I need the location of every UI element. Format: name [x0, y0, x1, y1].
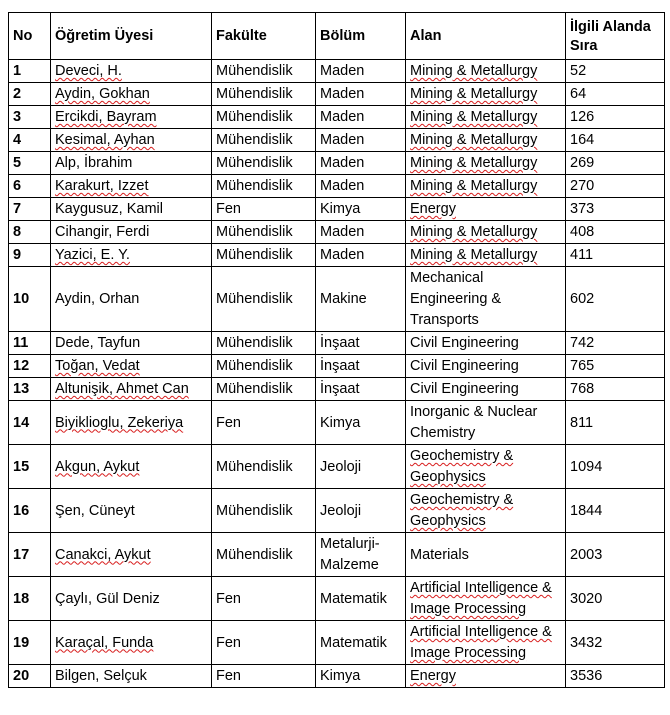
cell-name: [51, 621, 212, 665]
table-row: [9, 83, 665, 106]
cell-name: [51, 665, 212, 688]
cell-department: Maden: [316, 129, 406, 152]
cell-name: [51, 533, 212, 577]
cell-field: [406, 106, 566, 129]
cell-no: 10: [9, 267, 51, 332]
cell-field: [406, 244, 566, 267]
cell-name-text: Karaçal, Funda: [55, 634, 154, 651]
table-row: [9, 198, 665, 221]
cell-rank: 742: [566, 332, 665, 355]
table-row: [9, 533, 665, 577]
cell-no: 1: [9, 60, 51, 83]
cell-name-text: Deveci, H.: [55, 63, 122, 79]
cell-no: 3: [9, 106, 51, 129]
cell-field-text: Civil Engineering: [410, 381, 519, 397]
header-row: [9, 13, 665, 60]
cell-faculty: Mühendislik: [212, 106, 316, 129]
cell-no: 16: [9, 489, 51, 533]
cell-department: Maden: [316, 106, 406, 129]
cell-department: Makine: [316, 267, 406, 332]
cell-name: [51, 106, 212, 129]
table-row: [9, 60, 665, 83]
cell-field-text: Mining & Metallurgy: [410, 155, 538, 171]
cell-field: [406, 152, 566, 175]
cell-faculty: Mühendislik: [212, 332, 316, 355]
cell-rank: 3432: [566, 621, 665, 665]
cell-field-text: Geochemistry & Geophysics: [410, 492, 514, 529]
cell-name: [51, 577, 212, 621]
cell-field-text: Artificial Intelligence & Image Processing: [410, 624, 552, 661]
cell-faculty: Mühendislik: [212, 129, 316, 152]
cell-rank: 270: [566, 175, 665, 198]
cell-faculty: Mühendislik: [212, 60, 316, 83]
cell-rank: 64: [566, 83, 665, 106]
cell-department: Maden: [316, 83, 406, 106]
table-row: [9, 665, 665, 688]
cell-field-text: Materials: [410, 546, 469, 563]
cell-rank: 126: [566, 106, 665, 129]
cell-rank: 269: [566, 152, 665, 175]
table-row: [9, 577, 665, 621]
cell-field-text: Mining & Metallurgy: [410, 178, 538, 194]
cell-name-text: Kaygusuz, Kamil: [55, 201, 163, 217]
cell-field-text: Mining & Metallurgy: [410, 109, 538, 125]
cell-name: [51, 378, 212, 401]
cell-department: Matematik: [316, 621, 406, 665]
cell-no: 5: [9, 152, 51, 175]
cell-field: [406, 355, 566, 378]
cell-name: [51, 221, 212, 244]
header-member: Öğretim Üyesi: [51, 13, 212, 60]
cell-faculty: Mühendislik: [212, 355, 316, 378]
table-row: [9, 332, 665, 355]
cell-faculty: Fen: [212, 665, 316, 688]
cell-department: Matematik: [316, 577, 406, 621]
table-row: [9, 489, 665, 533]
table-row: [9, 621, 665, 665]
cell-rank: 1094: [566, 445, 665, 489]
table-row: [9, 221, 665, 244]
cell-rank: 768: [566, 378, 665, 401]
cell-field-text: Mining & Metallurgy: [410, 86, 538, 102]
cell-faculty: Mühendislik: [212, 489, 316, 533]
cell-name: [51, 355, 212, 378]
cell-department: Jeoloji: [316, 489, 406, 533]
cell-field: [406, 198, 566, 221]
cell-field: [406, 533, 566, 577]
cell-field: [406, 489, 566, 533]
cell-field: [406, 175, 566, 198]
cell-rank: 2003: [566, 533, 665, 577]
table-row: [9, 445, 665, 489]
cell-department: Maden: [316, 152, 406, 175]
cell-no: 6: [9, 175, 51, 198]
table-row: [9, 378, 665, 401]
cell-department: Metalurji-Malzeme: [316, 533, 406, 577]
cell-field: [406, 378, 566, 401]
cell-faculty: Mühendislik: [212, 445, 316, 489]
cell-department: Maden: [316, 244, 406, 267]
cell-name-text: Ercikdi, Bayram: [55, 109, 157, 125]
cell-no: 19: [9, 621, 51, 665]
cell-field: [406, 129, 566, 152]
table-row: [9, 152, 665, 175]
cell-rank: 411: [566, 244, 665, 267]
cell-no: 8: [9, 221, 51, 244]
cell-faculty: Fen: [212, 401, 316, 445]
cell-rank: 373: [566, 198, 665, 221]
cell-name-text: Çaylı, Gül Deniz: [55, 590, 160, 607]
cell-name-text: Canakci, Aykut: [55, 546, 151, 563]
cell-name-text: Aydin, Gokhan: [55, 86, 150, 102]
cell-name-text: Şen, Cüneyt: [55, 502, 135, 519]
cell-rank: 1844: [566, 489, 665, 533]
cell-field-text: Geochemistry & Geophysics: [410, 448, 514, 485]
cell-name-text: Akgun, Aykut: [55, 458, 140, 475]
cell-field: [406, 401, 566, 445]
cell-name-text: Cihangir, Ferdi: [55, 224, 150, 240]
cell-rank: 164: [566, 129, 665, 152]
cell-name: [51, 401, 212, 445]
cell-department: İnşaat: [316, 332, 406, 355]
cell-rank: 3020: [566, 577, 665, 621]
cell-rank: 765: [566, 355, 665, 378]
cell-no: 2: [9, 83, 51, 106]
cell-field-text: Civil Engineering: [410, 358, 519, 374]
cell-field-text: Artificial Intelligence & Image Processing: [410, 580, 552, 617]
cell-rank: 52: [566, 60, 665, 83]
cell-name: [51, 244, 212, 267]
header-rank: İlgili Alanda Sıra: [566, 13, 665, 60]
cell-name-text: Biyiklioglu, Zekeriya: [55, 414, 184, 431]
cell-field: [406, 83, 566, 106]
cell-faculty: Mühendislik: [212, 533, 316, 577]
cell-department: İnşaat: [316, 378, 406, 401]
cell-no: 17: [9, 533, 51, 577]
cell-faculty: Mühendislik: [212, 83, 316, 106]
cell-name-text: Altunişik, Ahmet Can: [55, 381, 189, 397]
cell-name-text: Yazici, E. Y.: [55, 247, 130, 263]
cell-field-text: Energy: [410, 201, 456, 217]
cell-no: 15: [9, 445, 51, 489]
cell-name: [51, 129, 212, 152]
cell-rank: 3536: [566, 665, 665, 688]
cell-name: [51, 267, 212, 332]
cell-field: [406, 267, 566, 332]
cell-department: Maden: [316, 60, 406, 83]
table-row: [9, 175, 665, 198]
cell-department: İnşaat: [316, 355, 406, 378]
cell-field: [406, 577, 566, 621]
cell-name: [51, 489, 212, 533]
table-row: [9, 355, 665, 378]
table-row: [9, 244, 665, 267]
cell-name: [51, 83, 212, 106]
cell-no: 7: [9, 198, 51, 221]
cell-faculty: Mühendislik: [212, 175, 316, 198]
cell-name: [51, 198, 212, 221]
cell-field: [406, 665, 566, 688]
cell-department: Kimya: [316, 401, 406, 445]
table-body: [9, 60, 665, 688]
cell-faculty: Mühendislik: [212, 267, 316, 332]
header-field: Alan: [406, 13, 566, 60]
cell-field: [406, 621, 566, 665]
cell-no: 12: [9, 355, 51, 378]
cell-faculty: Fen: [212, 621, 316, 665]
header-faculty: Fakülte: [212, 13, 316, 60]
cell-no: 20: [9, 665, 51, 688]
cell-no: 14: [9, 401, 51, 445]
cell-name: [51, 175, 212, 198]
cell-field-text: Mining & Metallurgy: [410, 224, 538, 240]
cell-field-text: Mining & Metallurgy: [410, 132, 538, 148]
header-department: Bölüm: [316, 13, 406, 60]
cell-rank: 811: [566, 401, 665, 445]
cell-rank: 602: [566, 267, 665, 332]
cell-no: 18: [9, 577, 51, 621]
cell-name-text: Dede, Tayfun: [55, 335, 141, 351]
cell-department: Jeoloji: [316, 445, 406, 489]
table-row: [9, 129, 665, 152]
cell-department: Kimya: [316, 198, 406, 221]
table-row: [9, 267, 665, 332]
cell-name: [51, 60, 212, 83]
cell-faculty: Fen: [212, 577, 316, 621]
cell-name: [51, 332, 212, 355]
cell-faculty: Mühendislik: [212, 244, 316, 267]
table-row: [9, 401, 665, 445]
cell-faculty: Mühendislik: [212, 152, 316, 175]
faculty-ranking-table: [8, 12, 665, 688]
cell-department: Kimya: [316, 665, 406, 688]
cell-name-text: Alp, İbrahim: [55, 155, 133, 171]
cell-no: 4: [9, 129, 51, 152]
cell-name: [51, 445, 212, 489]
cell-field: [406, 445, 566, 489]
cell-name-text: Aydin, Orhan: [55, 291, 140, 307]
cell-field-text: Mining & Metallurgy: [410, 63, 538, 79]
cell-name-text: Kesimal, Ayhan: [55, 132, 155, 148]
cell-field-text: Mining & Metallurgy: [410, 247, 538, 263]
cell-field-text: Mechanical Engineering & Transports: [410, 270, 502, 328]
cell-faculty: Mühendislik: [212, 378, 316, 401]
cell-no: 9: [9, 244, 51, 267]
cell-field: [406, 60, 566, 83]
cell-no: 13: [9, 378, 51, 401]
cell-no: 11: [9, 332, 51, 355]
cell-name-text: Bilgen, Selçuk: [55, 668, 147, 684]
cell-field-text: Energy: [410, 668, 456, 684]
header-no: No: [9, 13, 51, 60]
cell-field: [406, 332, 566, 355]
cell-faculty: Mühendislik: [212, 221, 316, 244]
cell-field: [406, 221, 566, 244]
cell-name-text: Toğan, Vedat: [55, 358, 140, 374]
cell-rank: 408: [566, 221, 665, 244]
cell-faculty: Fen: [212, 198, 316, 221]
table-row: [9, 106, 665, 129]
cell-name: [51, 152, 212, 175]
cell-department: Maden: [316, 175, 406, 198]
cell-field-text: Inorganic & Nuclear Chemistry: [410, 404, 538, 441]
cell-department: Maden: [316, 221, 406, 244]
cell-name-text: Karakurt, Izzet: [55, 178, 149, 194]
cell-field-text: Civil Engineering: [410, 335, 519, 351]
